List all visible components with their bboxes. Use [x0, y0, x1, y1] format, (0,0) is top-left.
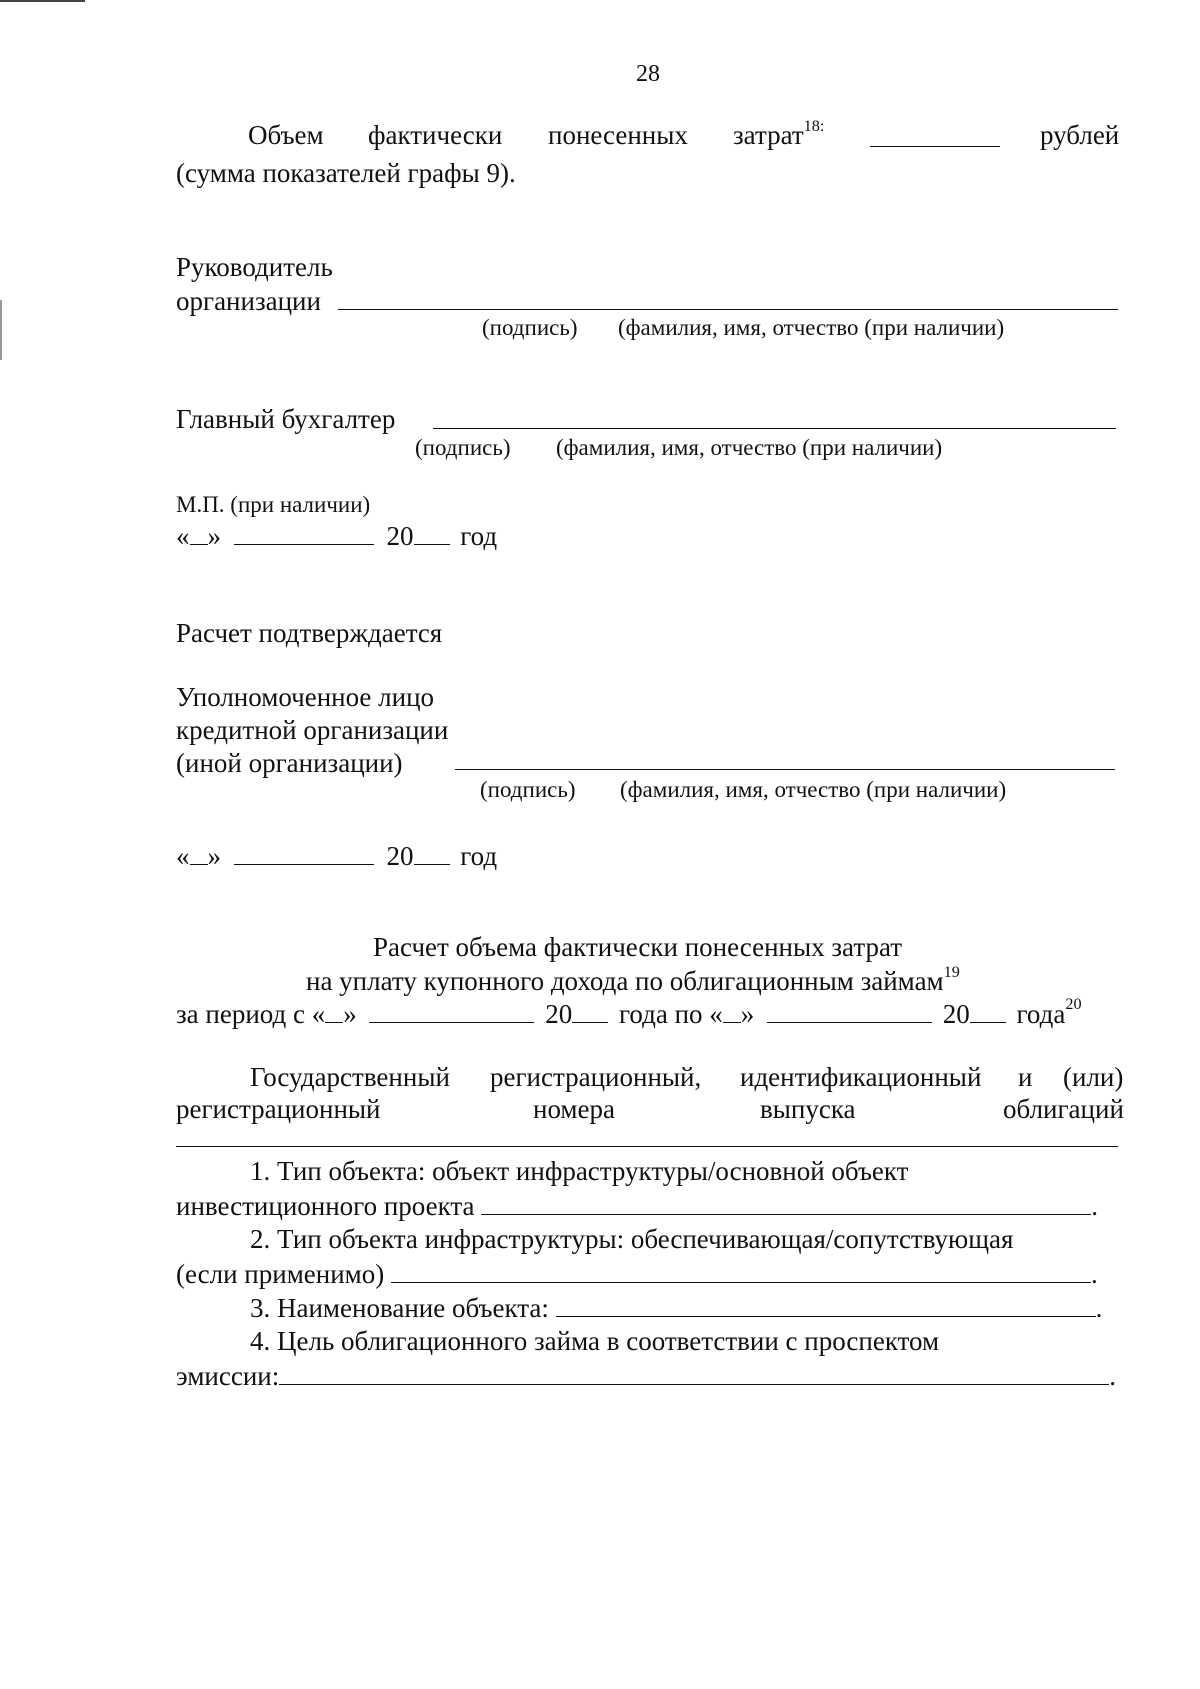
calc-title-1: Расчет объема фактически понесенных затрат: [373, 932, 903, 962]
period-quote-close: »: [343, 999, 357, 1029]
period-end-day-field[interactable]: [723, 1000, 741, 1023]
registration-word-8: выпуска: [760, 1094, 856, 1124]
accountant-label: Главный бухгалтер: [176, 404, 396, 434]
registration-number-line[interactable]: [176, 1146, 1118, 1147]
confirmation-signature-line[interactable]: [455, 769, 1115, 770]
item-1-dot: .: [1091, 1191, 1098, 1221]
item-1-field[interactable]: [481, 1192, 1091, 1215]
item-2-label: (если применимо): [176, 1259, 385, 1289]
registration-word-9: облигаций: [1003, 1094, 1124, 1124]
confirmation-label: Расчет подтверждается: [176, 618, 443, 648]
item-2-line-1: 2. Тип объекта инфраструктуры: обеспечивающая/сопутствующая: [250, 1224, 1014, 1254]
item-3-field[interactable]: [556, 1294, 1096, 1317]
quote-open: «: [176, 521, 190, 551]
costs-line-2: (сумма показателей графы 9).: [176, 158, 516, 188]
registration-word-1: Государственный: [250, 1062, 450, 1092]
registration-word-5: (или): [1063, 1062, 1124, 1092]
month-field[interactable]: [234, 842, 374, 865]
period-start-month-field[interactable]: [369, 1000, 534, 1023]
confirmation-person-3: (иной организации): [176, 748, 403, 778]
registration-word-2: регистрационный,: [490, 1062, 702, 1092]
item-3-dot: .: [1095, 1293, 1103, 1323]
confirmation-person-2: кредитной организации: [176, 715, 449, 745]
footnote-18: 18:: [803, 117, 825, 135]
page-number: 28: [636, 61, 660, 87]
accountant-caption-name: (фамилия, имя, отчество (при наличии): [556, 435, 943, 460]
period-end-year-field[interactable]: [970, 1000, 1006, 1023]
registration-word-6: регистрационный: [176, 1094, 381, 1124]
costs-word-4-text: затрат: [733, 120, 804, 150]
costs-currency: рублей: [1040, 120, 1120, 150]
costs-word-2: фактически: [368, 120, 503, 150]
item-1-line-1: 1. Тип объекта: объект инфраструктуры/основной объект: [250, 1156, 909, 1186]
calc-period: [176, 995, 1082, 1029]
year-prefix: 20: [386, 521, 414, 551]
item-3-label: 3. Наименование объекта:: [250, 1293, 549, 1323]
confirmation-caption-name: (фамилия, имя, отчество (при наличии): [620, 777, 1007, 802]
accountant-signature-line[interactable]: [433, 428, 1116, 429]
year-word: год: [460, 521, 498, 551]
registration-word-3: идентификационный: [740, 1062, 982, 1092]
confirmation-caption-signature: (подпись): [480, 777, 576, 802]
registration-word-7: номера: [533, 1094, 615, 1124]
year-word: год: [460, 841, 498, 871]
registration-word-4: и: [1018, 1062, 1033, 1092]
calc-title-2: [306, 963, 960, 996]
footnote-20: 20: [1065, 995, 1082, 1013]
head-label-1: Руководитель: [176, 252, 333, 282]
period-start-year-prefix: 20: [545, 999, 573, 1029]
day-field[interactable]: [190, 842, 208, 865]
year-prefix: 20: [386, 841, 414, 871]
costs-word-1: Объем: [248, 120, 324, 150]
month-field[interactable]: [234, 522, 374, 545]
item-4-line-2: [176, 1362, 1116, 1390]
period-end-year-prefix: 20: [942, 999, 970, 1029]
item-3: [250, 1294, 1102, 1322]
period-end-month-field[interactable]: [767, 1000, 932, 1023]
confirmation-date: [176, 842, 497, 870]
item-1-label: инвестиционного проекта: [176, 1191, 475, 1221]
head-signature-line[interactable]: [338, 309, 1118, 310]
quote-open: «: [176, 841, 190, 871]
period-end: года: [1016, 999, 1066, 1029]
period-mid: года по «: [618, 999, 723, 1029]
scan-edge-mark: [0, 0, 85, 2]
head-label-2: организации: [176, 286, 321, 316]
period-prefix: за период с «: [176, 999, 326, 1029]
item-1-line-2: [176, 1192, 1098, 1220]
year-field[interactable]: [414, 842, 450, 865]
quote-close: »: [207, 521, 221, 551]
confirmation-person-1: Уполномоченное лицо: [176, 682, 435, 712]
scan-edge-mark: [0, 300, 2, 360]
item-2-dot: .: [1091, 1259, 1098, 1289]
head-caption-name: (фамилия, имя, отчество (при наличии): [618, 315, 1005, 340]
head-caption-signature: (подпись): [482, 315, 578, 340]
costs-amount-field[interactable]: [870, 146, 1000, 147]
accountant-caption-signature: (подпись): [415, 435, 511, 460]
calc-title-2-text: на уплату купонного дохода по облигационным займам: [306, 966, 944, 996]
costs-word-3: понесенных: [548, 120, 688, 150]
period-quote-close: »: [740, 999, 755, 1029]
seal-date: [176, 522, 497, 550]
period-start-year-field[interactable]: [572, 1000, 608, 1023]
seal-label: М.П. (при наличии): [176, 492, 371, 517]
quote-close: »: [207, 841, 221, 871]
period-start-day-field[interactable]: [325, 1000, 343, 1023]
year-field[interactable]: [414, 522, 450, 545]
day-field[interactable]: [190, 522, 208, 545]
costs-word-4: [733, 117, 825, 150]
item-4-field[interactable]: [279, 1362, 1109, 1385]
item-4-label: эмиссии:: [176, 1361, 280, 1391]
item-4-line-1: 4. Цель облигационного займа в соответствии с проспектом: [250, 1326, 940, 1356]
footnote-19: 19: [943, 963, 960, 981]
item-2-line-2: [176, 1260, 1098, 1288]
item-4-dot: .: [1109, 1361, 1117, 1391]
item-2-field[interactable]: [391, 1260, 1091, 1283]
